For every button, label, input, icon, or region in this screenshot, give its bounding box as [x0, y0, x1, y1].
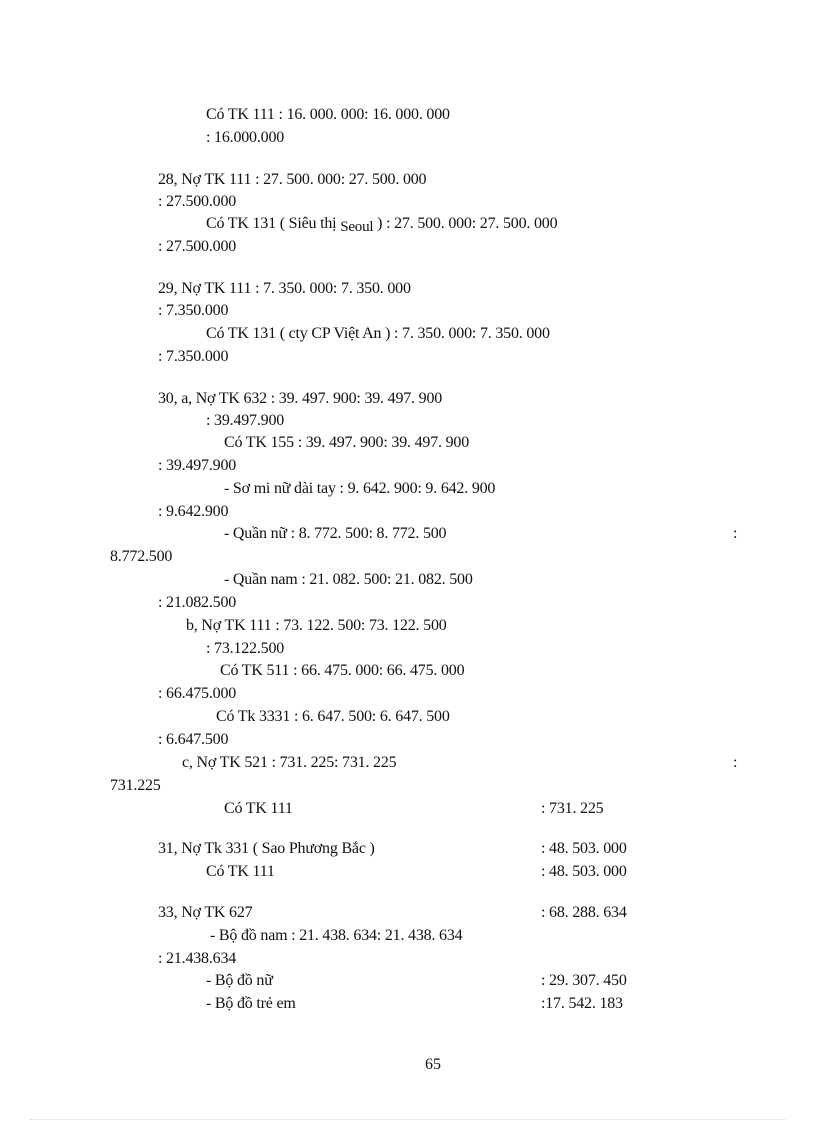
entry-amount: : 68. 288. 634	[541, 904, 627, 921]
entry-line: : 39.497.900	[158, 457, 237, 474]
entry-line: - Sơ mi nữ dài tay : 9. 642. 900: 9. 642. 900	[224, 480, 496, 497]
entry-text-seoul: Seoul	[340, 219, 374, 235]
entry-line: : 73.122.500	[206, 640, 285, 657]
entry-line: : 7.350.000	[158, 348, 229, 365]
entry-line: Có TK 111 : 16. 000. 000: 16. 000. 000	[206, 106, 450, 123]
entry-line: b, Nợ TK 111 : 73. 122. 500: 73. 122. 500	[186, 617, 447, 634]
entry-line: Có TK 511 : 66. 475. 000: 66. 475. 000	[220, 662, 465, 679]
entry-line: : 9.642.900	[158, 503, 229, 520]
entry-line: 28, Nợ TK 111 : 27. 500. 000: 27. 500. 000	[158, 171, 427, 188]
entry-amount: : 29. 307. 450	[541, 972, 627, 989]
entry-line: - Quần nữ : 8. 772. 500: 8. 772. 500	[224, 525, 447, 542]
entry-line: 8.772.500	[110, 548, 173, 565]
entry-line: : 39.497.900	[206, 412, 285, 429]
page-bottom-divider	[30, 1119, 786, 1120]
entry-line: 29, Nợ TK 111 : 7. 350. 000: 7. 350. 000	[158, 280, 411, 297]
entry-line	[206, 214, 557, 234]
entry-text: ) : 27. 500. 000: 27. 500. 000	[373, 215, 558, 232]
entry-colon: :	[733, 754, 738, 771]
entry-line: : 66.475.000	[158, 685, 237, 702]
entry-line: Có Tk 3331 : 6. 647. 500: 6. 647. 500	[216, 708, 450, 725]
entry-line: : 16.000.000	[206, 129, 285, 146]
entry-text: Có TK 131 ( Siêu thị	[206, 215, 341, 232]
entry-amount: : 48. 503. 000	[541, 840, 627, 857]
entry-line: - Quần nam : 21. 082. 500: 21. 082. 500	[224, 571, 473, 588]
entry-amount: : 48. 503. 000	[541, 863, 627, 880]
entry-amount: :17. 542. 183	[541, 995, 623, 1012]
entry-line: - Bộ đồ nam : 21. 438. 634: 21. 438. 634	[210, 927, 463, 944]
entry-line: : 7.350.000	[158, 302, 229, 319]
entry-line: Có TK 111	[206, 863, 275, 880]
entry-line: : 21.082.500	[158, 594, 237, 611]
entry-line: 33, Nợ TK 627	[158, 904, 253, 921]
entry-line: 30, a, Nợ TK 632 : 39. 497. 900: 39. 497. 900	[158, 390, 443, 407]
entry-line: : 27.500.000	[158, 238, 237, 255]
entry-line: 731.225	[110, 777, 161, 794]
entry-line: 31, Nợ Tk 331 ( Sao Phương Bắc )	[158, 840, 375, 857]
page-number: 65	[425, 1056, 441, 1073]
entry-line: : 6.647.500	[158, 731, 229, 748]
entry-line: - Bộ đồ nữ	[206, 972, 273, 989]
entry-line: - Bộ đồ trẻ em	[206, 995, 296, 1012]
entry-line: Có TK 155 : 39. 497. 900: 39. 497. 900	[224, 434, 470, 451]
entry-line: : 21.438.634	[158, 950, 237, 967]
entry-line: : 27.500.000	[158, 193, 237, 210]
entry-line: Có TK 131 ( cty CP Việt An ) : 7. 350. 000: 7. 350. 000	[206, 325, 550, 342]
entry-colon: :	[733, 525, 738, 542]
entry-amount: : 731. 225	[541, 800, 604, 817]
entry-line: c, Nợ TK 521 : 731. 225: 731. 225	[182, 754, 397, 771]
entry-line: Có TK 111	[224, 800, 293, 817]
